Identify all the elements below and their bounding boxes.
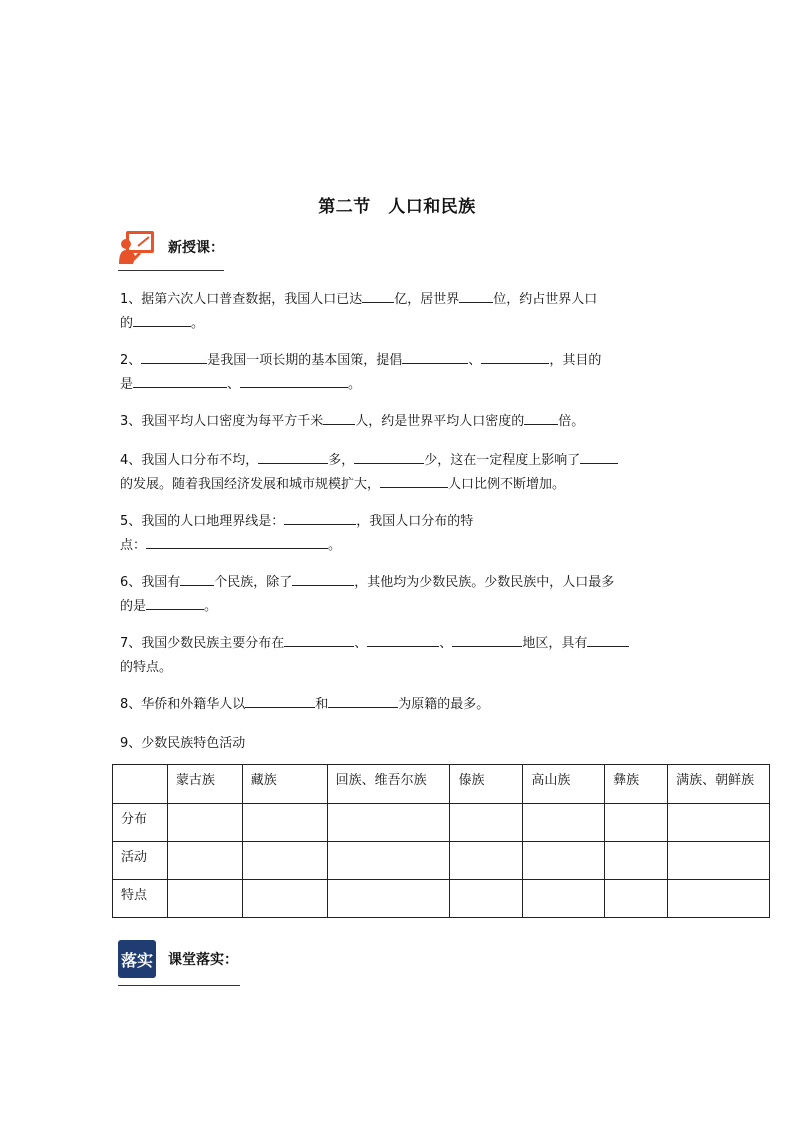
table-cell[interactable]	[605, 804, 668, 842]
question-6-text-a: 6、我国有	[120, 575, 181, 590]
answer-blank[interactable]	[362, 288, 394, 303]
answer-blank[interactable]	[133, 373, 227, 388]
question-5-text-b: ，我国人口分布的特	[356, 514, 474, 529]
question-2-text-c: 、	[468, 353, 482, 368]
question-7-text-c: 、	[439, 636, 453, 651]
section-new-lesson-header	[118, 230, 224, 264]
table-row-label: 分布	[113, 804, 168, 842]
question-2-text-e: 是	[120, 377, 134, 392]
table-cell[interactable]	[523, 880, 605, 918]
table-cell[interactable]	[450, 842, 523, 880]
table-cell[interactable]	[523, 804, 605, 842]
question-9-text-a: 9、少数民族特色活动	[120, 736, 246, 751]
ethnic-activities-table	[112, 764, 770, 918]
table-header-cell: 回族、维吾尔族	[327, 765, 450, 804]
answer-blank[interactable]	[284, 510, 356, 525]
question-4-text-c: 少，这在一定程度上影响了	[424, 453, 581, 468]
answer-blank[interactable]	[328, 693, 398, 708]
question-1-text-b: 亿，居世界	[394, 292, 460, 307]
answer-blank[interactable]	[146, 595, 204, 610]
question-8-text-b: 和	[315, 697, 329, 712]
question-4-text-b: 多，	[328, 453, 355, 468]
question-4-text-e: 人口比例不断增加。	[448, 477, 566, 492]
question-6	[120, 571, 680, 619]
luoshi-badge-icon: 落实	[118, 940, 156, 978]
answer-blank[interactable]	[146, 534, 328, 549]
section-practice-header	[118, 940, 238, 978]
question-7-text-b: 、	[354, 636, 368, 651]
question-8-text-c: 为原籍的最多。	[398, 697, 490, 712]
question-6-text-e: 。	[204, 599, 218, 614]
question-8-text-a: 8、华侨和外籍华人以	[120, 697, 246, 712]
answer-blank[interactable]	[452, 632, 522, 647]
question-3-text-b: 人，约是世界平均人口密度的	[355, 414, 525, 429]
answer-blank[interactable]	[323, 410, 355, 425]
answer-blank[interactable]	[524, 410, 558, 425]
question-1-text-e: 。	[191, 316, 205, 331]
table-cell[interactable]	[668, 880, 770, 918]
answer-blank[interactable]	[402, 349, 468, 364]
table-cell[interactable]	[327, 880, 450, 918]
question-2	[120, 349, 680, 397]
question-6-text-c: ，其他均为少数民族。少数民族中，人口最多	[354, 575, 615, 590]
section-practice-underline	[118, 985, 240, 986]
table-header-row	[113, 765, 770, 804]
table-cell[interactable]	[450, 880, 523, 918]
table-row	[113, 804, 770, 842]
answer-blank[interactable]	[580, 449, 618, 464]
table-cell[interactable]	[167, 804, 242, 842]
table-header-cell: 满族、朝鲜族	[668, 765, 770, 804]
question-8	[120, 693, 680, 717]
table-cell[interactable]	[167, 880, 242, 918]
question-2-text-f: 、	[227, 377, 241, 392]
answer-blank[interactable]	[380, 473, 448, 488]
question-3-text-a: 3、我国平均人口密度为每平方千米	[120, 414, 324, 429]
question-6-text-b: 个民族，除了	[214, 575, 293, 590]
table-header-cell	[113, 765, 168, 804]
answer-blank[interactable]	[240, 373, 348, 388]
question-2-text-a: 2、	[120, 353, 142, 368]
section-new-lesson-label: 新授课：	[168, 240, 224, 256]
question-7-text-d: 地区，具有	[522, 636, 588, 651]
question-4-text-a: 4、我国人口分布不均，	[120, 453, 259, 468]
section-practice-label: 课堂落实：	[168, 952, 238, 968]
question-9	[120, 732, 680, 756]
question-4	[120, 449, 680, 497]
table-cell[interactable]	[167, 842, 242, 880]
question-5-text-d: 。	[328, 538, 342, 553]
question-7	[120, 632, 680, 680]
table-cell[interactable]	[242, 880, 327, 918]
table-cell[interactable]	[327, 842, 450, 880]
question-5-text-a: 5、我国的人口地理界线是：	[120, 514, 285, 529]
question-3-text-c: 倍。	[558, 414, 585, 429]
question-6-text-d: 的是	[120, 599, 147, 614]
table-cell[interactable]	[668, 842, 770, 880]
question-1-text-a: 1、据第六次人口普查数据，我国人口已达	[120, 292, 363, 307]
table-cell[interactable]	[605, 880, 668, 918]
answer-blank[interactable]	[459, 288, 493, 303]
question-2-text-g: 。	[348, 377, 362, 392]
question-1-text-d: 的	[120, 316, 134, 331]
question-7-text-a: 7、我国少数民族主要分布在	[120, 636, 285, 651]
answer-blank[interactable]	[292, 571, 354, 586]
table-cell[interactable]	[242, 804, 327, 842]
table-cell[interactable]	[668, 804, 770, 842]
answer-blank[interactable]	[481, 349, 549, 364]
answer-blank[interactable]	[133, 312, 191, 327]
table-cell[interactable]	[327, 804, 450, 842]
answer-blank[interactable]	[258, 449, 328, 464]
table-header-cell: 傣族	[450, 765, 523, 804]
question-2-text-d: ，其目的	[549, 353, 602, 368]
table-header-cell: 藏族	[242, 765, 327, 804]
table-cell[interactable]	[523, 842, 605, 880]
table-row	[113, 880, 770, 918]
table-cell[interactable]	[605, 842, 668, 880]
question-3	[120, 410, 680, 434]
table-header-cell: 蒙古族	[167, 765, 242, 804]
teacher-board-icon	[118, 230, 156, 264]
table-header-cell: 彝族	[605, 765, 668, 804]
question-5-text-c: 点：	[120, 538, 147, 553]
answer-blank[interactable]	[587, 632, 629, 647]
table-row	[113, 842, 770, 880]
table-header-cell: 高山族	[523, 765, 605, 804]
answer-blank[interactable]	[180, 571, 214, 586]
question-5	[120, 510, 680, 558]
question-4-text-d: 的发展。随着我国经济发展和城市规模扩大，	[120, 477, 381, 492]
section-new-lesson-underline	[118, 270, 224, 271]
table-row-label: 活动	[113, 842, 168, 880]
table-cell[interactable]	[450, 804, 523, 842]
answer-blank[interactable]	[245, 693, 315, 708]
answer-blank[interactable]	[141, 349, 207, 364]
page-title: 第二节 人口和民族	[318, 197, 476, 217]
answer-blank[interactable]	[354, 449, 424, 464]
answer-blank[interactable]	[284, 632, 354, 647]
question-1	[120, 288, 680, 336]
question-1-text-c: 位，约占世界人口	[493, 292, 598, 307]
table-row-label: 特点	[113, 880, 168, 918]
table-cell[interactable]	[242, 842, 327, 880]
question-7-text-e: 的特点。	[120, 660, 173, 675]
answer-blank[interactable]	[367, 632, 439, 647]
question-2-text-b: 是我国一项长期的基本国策，提倡	[207, 353, 403, 368]
